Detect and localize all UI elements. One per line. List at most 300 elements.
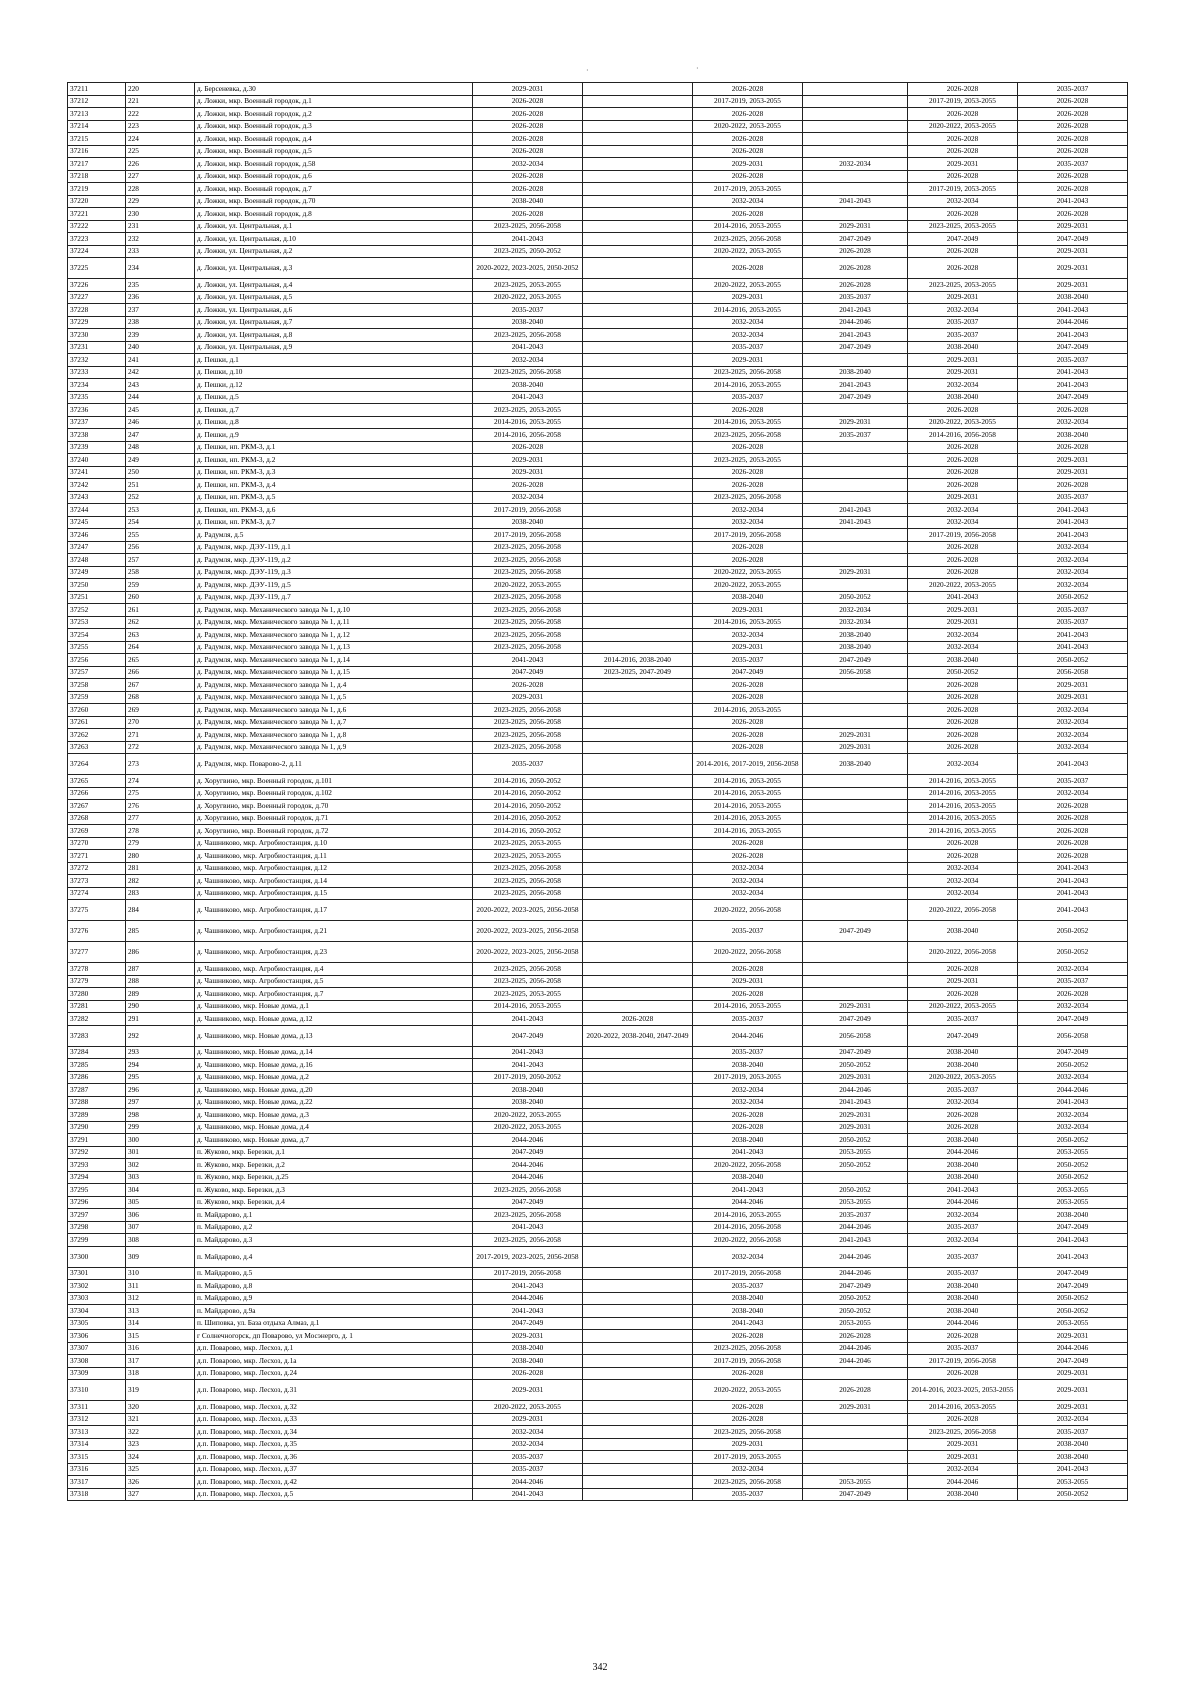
- period-cell-3: 2014-2016, 2053-2055: [693, 800, 803, 813]
- period-cell-5: 2032-2034: [908, 1463, 1018, 1476]
- period-cell-2: [583, 541, 693, 554]
- row-id-cell: 37312: [68, 1413, 126, 1426]
- period-cell-6: 2029-2031: [1018, 279, 1128, 292]
- row-number-cell: 284: [126, 900, 195, 921]
- period-cell-4: 2029-2031: [803, 566, 908, 579]
- row-number-cell: 287: [126, 963, 195, 976]
- period-cell-6: 2032-2034: [1018, 787, 1128, 800]
- period-cell-5: 2050-2052: [908, 666, 1018, 679]
- period-cell-5: 2026-2028: [908, 108, 1018, 121]
- period-cell-2: [583, 1096, 693, 1109]
- period-cell-2: [583, 775, 693, 788]
- address-cell: д.п. Поварово, мкр. Лесхоз, д.42: [195, 1476, 473, 1489]
- row-number-cell: 301: [126, 1146, 195, 1159]
- row-number-cell: 288: [126, 975, 195, 988]
- period-cell-6: 2026-2028: [1018, 800, 1128, 813]
- period-cell-2: [583, 404, 693, 417]
- period-cell-2: [583, 691, 693, 704]
- row-id-cell: 37246: [68, 529, 126, 542]
- period-cell-2: [583, 900, 693, 921]
- period-cell-1: 2029-2031: [473, 1413, 583, 1426]
- table-row: [68, 988, 1128, 1001]
- period-cell-2: [583, 529, 693, 542]
- period-cell-1: 2017-2019, 2056-2058: [473, 504, 583, 517]
- period-cell-6: 2026-2028: [1018, 825, 1128, 838]
- address-cell: д. Радумля, мкр. Механического завода № 1, д.11: [195, 616, 473, 629]
- address-cell: д. Берсеневка, д.30: [195, 83, 473, 96]
- row-id-cell: 37253: [68, 616, 126, 629]
- period-cell-5: 2032-2034: [908, 1209, 1018, 1222]
- row-id-cell: 37296: [68, 1196, 126, 1209]
- period-cell-1: 2020-2022, 2053-2055: [473, 291, 583, 304]
- period-cell-4: [803, 800, 908, 813]
- period-cell-1: 2038-2040: [473, 1096, 583, 1109]
- table-row: [68, 1355, 1128, 1368]
- period-cell-1: 2020-2022, 2053-2055: [473, 1121, 583, 1134]
- period-cell-2: [583, 120, 693, 133]
- row-id-cell: 37291: [68, 1134, 126, 1147]
- table-row: [68, 837, 1128, 850]
- row-number-cell: 305: [126, 1196, 195, 1209]
- period-cell-5: 2020-2022, 2056-2058: [908, 942, 1018, 963]
- period-cell-6: 2041-2043: [1018, 1463, 1128, 1476]
- row-number-cell: 239: [126, 329, 195, 342]
- address-cell: д. Хоругвино, мкр. Военный городок, д.72: [195, 825, 473, 838]
- period-cell-3: 2017-2019, 2056-2058: [693, 1267, 803, 1280]
- address-cell: д. Пешки, нп. РКМ-3, д.3: [195, 466, 473, 479]
- period-cell-2: [583, 942, 693, 963]
- period-cell-5: 2026-2028: [908, 679, 1018, 692]
- row-id-cell: 37250: [68, 579, 126, 592]
- period-cell-1: 2020-2022, 2053-2055: [473, 1109, 583, 1122]
- scan-artifact: ·: [586, 66, 589, 75]
- period-cell-2: [583, 729, 693, 742]
- period-cell-6: 2047-2049: [1018, 1046, 1128, 1059]
- address-cell: д.п. Поварово, мкр. Лесхоз, д.37: [195, 1463, 473, 1476]
- period-cell-4: [803, 1367, 908, 1380]
- period-cell-4: 2035-2037: [803, 429, 908, 442]
- period-cell-4: 2044-2046: [803, 1355, 908, 1368]
- period-cell-5: 2032-2034: [908, 504, 1018, 517]
- row-id-cell: 37278: [68, 963, 126, 976]
- period-cell-5: 2029-2031: [908, 491, 1018, 504]
- period-cell-4: [803, 825, 908, 838]
- period-cell-5: 2038-2040: [908, 341, 1018, 354]
- period-cell-1: 2023-2025, 2056-2058: [473, 963, 583, 976]
- period-cell-6: 2026-2028: [1018, 95, 1128, 108]
- period-cell-2: [583, 579, 693, 592]
- period-cell-5: 2038-2040: [908, 1171, 1018, 1184]
- row-id-cell: 37283: [68, 1025, 126, 1046]
- period-cell-4: 2041-2043: [803, 1096, 908, 1109]
- address-cell: д. Ложки, мкр. Военный городок, д.8: [195, 208, 473, 221]
- row-id-cell: 37217: [68, 158, 126, 171]
- period-cell-2: [583, 133, 693, 146]
- address-cell: д. Хоругвино, мкр. Военный городок, д.71: [195, 812, 473, 825]
- period-cell-1: 2014-2016, 2050-2052: [473, 787, 583, 800]
- period-cell-4: [803, 1171, 908, 1184]
- period-cell-1: 2026-2028: [473, 479, 583, 492]
- period-cell-6: 2029-2031: [1018, 245, 1128, 258]
- row-number-cell: 273: [126, 754, 195, 775]
- address-cell: д. Радумля, мкр. Механического завода № 1, д.7: [195, 716, 473, 729]
- table-row: [68, 862, 1128, 875]
- period-cell-5: 2038-2040: [908, 921, 1018, 942]
- row-number-cell: 235: [126, 279, 195, 292]
- period-cell-2: [583, 1109, 693, 1122]
- period-cell-6: 2026-2028: [1018, 183, 1128, 196]
- period-cell-2: [583, 566, 693, 579]
- row-number-cell: 253: [126, 504, 195, 517]
- row-number-cell: 244: [126, 391, 195, 404]
- address-cell: д. Пешки, нп. РКМ-3, д.4: [195, 479, 473, 492]
- period-cell-1: 2023-2025, 2056-2058: [473, 616, 583, 629]
- period-cell-4: 2032-2034: [803, 616, 908, 629]
- row-number-cell: 251: [126, 479, 195, 492]
- period-cell-3: 2026-2028: [693, 988, 803, 1001]
- address-cell: д. Чашниково, мкр. Агробиостанция, д.5: [195, 975, 473, 988]
- period-cell-2: [583, 837, 693, 850]
- table-row: [68, 1134, 1128, 1147]
- row-number-cell: 304: [126, 1184, 195, 1197]
- table-row: [68, 754, 1128, 775]
- period-cell-2: [583, 1438, 693, 1451]
- row-id-cell: 37259: [68, 691, 126, 704]
- period-cell-2: [583, 354, 693, 367]
- period-cell-5: 2038-2040: [908, 1134, 1018, 1147]
- period-cell-1: 2038-2040: [473, 1084, 583, 1097]
- address-cell: п. Жуково, мкр. Березки, д.1: [195, 1146, 473, 1159]
- period-cell-2: [583, 1451, 693, 1464]
- period-cell-3: 2041-2043: [693, 1184, 803, 1197]
- address-cell: д. Ложки, мкр. Военный городок, д.7: [195, 183, 473, 196]
- period-cell-1: 2020-2022, 2023-2025, 2050-2052: [473, 258, 583, 279]
- table-row: [68, 787, 1128, 800]
- period-cell-3: 2035-2037: [693, 654, 803, 667]
- address-cell: д. Чашниково, мкр. Агробиостанция, д.12: [195, 862, 473, 875]
- period-cell-1: 2029-2031: [473, 454, 583, 467]
- table-row: [68, 233, 1128, 246]
- row-number-cell: 237: [126, 304, 195, 317]
- row-number-cell: 257: [126, 554, 195, 567]
- row-number-cell: 233: [126, 245, 195, 258]
- address-cell: д.п. Поварово, мкр. Лесхоз, д.5: [195, 1488, 473, 1501]
- period-cell-4: 2044-2046: [803, 1221, 908, 1234]
- period-cell-3: 2014-2016, 2053-2055: [693, 304, 803, 317]
- row-id-cell: 37271: [68, 850, 126, 863]
- period-cell-5: 2026-2028: [908, 741, 1018, 754]
- period-cell-1: 2026-2028: [473, 108, 583, 121]
- period-cell-6: 2041-2043: [1018, 366, 1128, 379]
- period-cell-5: 2038-2040: [908, 654, 1018, 667]
- period-cell-2: [583, 1146, 693, 1159]
- period-cell-5: 2041-2043: [908, 1184, 1018, 1197]
- period-cell-6: 2050-2052: [1018, 1134, 1128, 1147]
- period-cell-5: 2044-2046: [908, 1196, 1018, 1209]
- table-row: [68, 1184, 1128, 1197]
- row-number-cell: 311: [126, 1280, 195, 1293]
- table-row: [68, 504, 1128, 517]
- period-cell-4: 2038-2040: [803, 641, 908, 654]
- table-row: [68, 1146, 1128, 1159]
- period-cell-3: 2014-2016, 2053-2055: [693, 812, 803, 825]
- period-cell-6: 2041-2043: [1018, 875, 1128, 888]
- period-cell-5: 2032-2034: [908, 641, 1018, 654]
- table-row: [68, 441, 1128, 454]
- period-cell-1: 2026-2028: [473, 183, 583, 196]
- row-id-cell: 37236: [68, 404, 126, 417]
- period-cell-6: 2050-2052: [1018, 1059, 1128, 1072]
- period-cell-4: [803, 108, 908, 121]
- period-cell-3: 2032-2034: [693, 195, 803, 208]
- period-cell-1: 2026-2028: [473, 133, 583, 146]
- period-cell-5: 2014-2016, 2053-2055: [908, 775, 1018, 788]
- row-number-cell: 282: [126, 875, 195, 888]
- period-cell-3: 2023-2025, 2056-2058: [693, 233, 803, 246]
- period-cell-3: 2038-2040: [693, 1305, 803, 1318]
- row-id-cell: 37280: [68, 988, 126, 1001]
- period-cell-6: 2026-2028: [1018, 133, 1128, 146]
- row-number-cell: 261: [126, 604, 195, 617]
- period-cell-5: 2032-2034: [908, 875, 1018, 888]
- period-cell-2: [583, 466, 693, 479]
- period-cell-4: 2044-2046: [803, 1246, 908, 1267]
- period-cell-6: 2041-2043: [1018, 887, 1128, 900]
- address-cell: д. Ложки, ул. Центральная, д.9: [195, 341, 473, 354]
- table-row: [68, 1317, 1128, 1330]
- period-cell-3: 2020-2022, 2053-2055: [693, 1380, 803, 1401]
- table-row: [68, 1280, 1128, 1293]
- row-number-cell: 262: [126, 616, 195, 629]
- period-cell-5: 2026-2028: [908, 554, 1018, 567]
- period-cell-1: 2023-2025, 2056-2058: [473, 641, 583, 654]
- period-cell-1: 2035-2037: [473, 1463, 583, 1476]
- table-row: [68, 629, 1128, 642]
- period-cell-4: 2041-2043: [803, 1234, 908, 1247]
- period-cell-3: 2020-2022, 2053-2055: [693, 279, 803, 292]
- period-cell-6: 2041-2043: [1018, 900, 1128, 921]
- table-row: [68, 479, 1128, 492]
- period-cell-6: 2050-2052: [1018, 942, 1128, 963]
- period-cell-4: [803, 120, 908, 133]
- period-cell-5: 2035-2037: [908, 1221, 1018, 1234]
- period-cell-3: 2026-2028: [693, 466, 803, 479]
- row-id-cell: 37257: [68, 666, 126, 679]
- table-row: [68, 1209, 1128, 1222]
- row-number-cell: 221: [126, 95, 195, 108]
- period-cell-6: 2044-2046: [1018, 1084, 1128, 1097]
- period-cell-4: [803, 691, 908, 704]
- row-id-cell: 37264: [68, 754, 126, 775]
- period-cell-4: 2035-2037: [803, 1209, 908, 1222]
- period-cell-2: [583, 208, 693, 221]
- period-cell-1: 2038-2040: [473, 516, 583, 529]
- row-number-cell: 283: [126, 887, 195, 900]
- period-cell-3: 2026-2028: [693, 729, 803, 742]
- period-cell-4: 2026-2028: [803, 245, 908, 258]
- period-cell-2: [583, 1046, 693, 1059]
- table-row: [68, 775, 1128, 788]
- period-cell-1: 2029-2031: [473, 1380, 583, 1401]
- period-cell-4: [803, 775, 908, 788]
- period-cell-6: 2050-2052: [1018, 654, 1128, 667]
- row-id-cell: 37229: [68, 316, 126, 329]
- period-cell-1: 2026-2028: [473, 208, 583, 221]
- row-id-cell: 37252: [68, 604, 126, 617]
- row-id-cell: 37233: [68, 366, 126, 379]
- period-cell-4: [803, 95, 908, 108]
- period-cell-1: 2041-2043: [473, 233, 583, 246]
- period-cell-4: [803, 170, 908, 183]
- period-cell-3: 2026-2028: [693, 837, 803, 850]
- period-cell-3: 2014-2016, 2053-2055: [693, 616, 803, 629]
- period-cell-5: 2035-2037: [908, 1013, 1018, 1026]
- row-id-cell: 37281: [68, 1000, 126, 1013]
- address-cell: п. Майдарово, д.1: [195, 1209, 473, 1222]
- period-cell-5: 2035-2037: [908, 1084, 1018, 1097]
- row-number-cell: 307: [126, 1221, 195, 1234]
- address-cell: д. Чашниково, мкр. Агробиостанция, д.23: [195, 942, 473, 963]
- row-number-cell: 297: [126, 1096, 195, 1109]
- table-row: [68, 95, 1128, 108]
- period-cell-2: [583, 220, 693, 233]
- period-cell-3: 2026-2028: [693, 441, 803, 454]
- row-id-cell: 37266: [68, 787, 126, 800]
- address-cell: д. Радумля, мкр. Механического завода № 1, д.14: [195, 654, 473, 667]
- period-cell-5: 2035-2037: [908, 329, 1018, 342]
- table-row: [68, 1121, 1128, 1134]
- period-cell-6: 2032-2034: [1018, 541, 1128, 554]
- row-number-cell: 325: [126, 1463, 195, 1476]
- period-cell-5: 2047-2049: [908, 233, 1018, 246]
- address-cell: д. Чашниково, мкр. Новые дома, д.13: [195, 1025, 473, 1046]
- period-cell-2: [583, 1196, 693, 1209]
- period-cell-1: 2014-2016, 2050-2052: [473, 812, 583, 825]
- table-row: [68, 1234, 1128, 1247]
- period-cell-1: 2023-2025, 2056-2058: [473, 862, 583, 875]
- row-number-cell: 281: [126, 862, 195, 875]
- period-cell-1: 2041-2043: [473, 1280, 583, 1293]
- period-cell-3: 2026-2028: [693, 850, 803, 863]
- row-id-cell: 37255: [68, 641, 126, 654]
- table-row: [68, 1246, 1128, 1267]
- address-cell: г Солнечногорск, дп Поварово, ул Мосэнерго, д. 1: [195, 1330, 473, 1343]
- address-cell: д. Радумля, мкр. Поварово-2, д.11: [195, 754, 473, 775]
- table-row: [68, 491, 1128, 504]
- row-id-cell: 37262: [68, 729, 126, 742]
- table-row: [68, 616, 1128, 629]
- period-cell-2: [583, 341, 693, 354]
- period-cell-4: 2035-2037: [803, 291, 908, 304]
- address-cell: д. Хоругвино, мкр. Военный городок, д.101: [195, 775, 473, 788]
- address-cell: д.п. Поварово, мкр. Лесхоз, д.34: [195, 1426, 473, 1439]
- period-cell-1: 2014-2016, 2053-2055: [473, 1000, 583, 1013]
- period-cell-5: 2026-2028: [908, 1413, 1018, 1426]
- period-cell-6: 2044-2046: [1018, 316, 1128, 329]
- row-id-cell: 37300: [68, 1246, 126, 1267]
- period-cell-4: 2044-2046: [803, 316, 908, 329]
- period-cell-6: 2044-2046: [1018, 1342, 1128, 1355]
- period-cell-2: [583, 504, 693, 517]
- period-cell-4: [803, 354, 908, 367]
- period-cell-6: 2029-2031: [1018, 691, 1128, 704]
- period-cell-5: 2026-2028: [908, 988, 1018, 1001]
- row-id-cell: 37213: [68, 108, 126, 121]
- period-cell-4: 2053-2055: [803, 1146, 908, 1159]
- address-cell: п. Жуково, мкр. Березки, д.4: [195, 1196, 473, 1209]
- period-cell-2: 2014-2016, 2038-2040: [583, 654, 693, 667]
- row-number-cell: 290: [126, 1000, 195, 1013]
- row-number-cell: 224: [126, 133, 195, 146]
- period-cell-2: [583, 1463, 693, 1476]
- period-cell-2: [583, 1159, 693, 1172]
- period-cell-2: [583, 1401, 693, 1414]
- address-cell: п. Майдарово, д.9: [195, 1292, 473, 1305]
- address-cell: д. Чашниково, мкр. Новые дома, д.3: [195, 1109, 473, 1122]
- table-row: [68, 1292, 1128, 1305]
- period-cell-5: 2032-2034: [908, 629, 1018, 642]
- row-number-cell: 306: [126, 1209, 195, 1222]
- address-cell: д.п. Поварово, мкр. Лесхоз, д.33: [195, 1413, 473, 1426]
- period-cell-4: 2041-2043: [803, 504, 908, 517]
- period-cell-6: 2038-2040: [1018, 1209, 1128, 1222]
- period-cell-3: 2023-2025, 2056-2058: [693, 1342, 803, 1355]
- row-number-cell: 225: [126, 145, 195, 158]
- period-cell-1: 2020-2022, 2023-2025, 2056-2058: [473, 942, 583, 963]
- period-cell-1: 2041-2043: [473, 1059, 583, 1072]
- row-number-cell: 298: [126, 1109, 195, 1122]
- period-cell-4: 2047-2049: [803, 1046, 908, 1059]
- table-row: [68, 604, 1128, 617]
- row-id-cell: 37219: [68, 183, 126, 196]
- address-cell: д. Чашниково, мкр. Новые дома, д.4: [195, 1121, 473, 1134]
- table-row: [68, 554, 1128, 567]
- row-number-cell: 312: [126, 1292, 195, 1305]
- period-cell-6: 2032-2034: [1018, 729, 1128, 742]
- period-cell-2: [583, 279, 693, 292]
- period-cell-5: 2014-2016, 2053-2055: [908, 812, 1018, 825]
- period-cell-4: [803, 404, 908, 417]
- period-cell-3: 2017-2019, 2053-2055: [693, 1071, 803, 1084]
- row-id-cell: 37218: [68, 170, 126, 183]
- table-row: [68, 529, 1128, 542]
- period-cell-6: 2032-2034: [1018, 1000, 1128, 1013]
- table-row: [68, 1426, 1128, 1439]
- period-cell-2: [583, 145, 693, 158]
- period-cell-5: 2032-2034: [908, 862, 1018, 875]
- period-cell-6: 2053-2055: [1018, 1146, 1128, 1159]
- table-row: [68, 245, 1128, 258]
- row-id-cell: 37220: [68, 195, 126, 208]
- period-cell-6: 2032-2034: [1018, 1121, 1128, 1134]
- period-cell-5: 2032-2034: [908, 754, 1018, 775]
- period-cell-1: 2035-2037: [473, 304, 583, 317]
- period-cell-4: [803, 1451, 908, 1464]
- period-cell-1: 2017-2019, 2023-2025, 2056-2058: [473, 1246, 583, 1267]
- period-cell-6: 2053-2055: [1018, 1317, 1128, 1330]
- period-cell-3: 2017-2019, 2053-2055: [693, 95, 803, 108]
- address-cell: д. Пешки, д.10: [195, 366, 473, 379]
- period-cell-1: 2026-2028: [473, 441, 583, 454]
- period-cell-4: 2050-2052: [803, 1134, 908, 1147]
- period-cell-2: [583, 158, 693, 171]
- row-number-cell: 280: [126, 850, 195, 863]
- period-cell-6: 2050-2052: [1018, 1159, 1128, 1172]
- period-cell-1: 2041-2043: [473, 1488, 583, 1501]
- row-id-cell: 37306: [68, 1330, 126, 1343]
- period-cell-2: [583, 825, 693, 838]
- period-cell-1: 2023-2025, 2056-2058: [473, 220, 583, 233]
